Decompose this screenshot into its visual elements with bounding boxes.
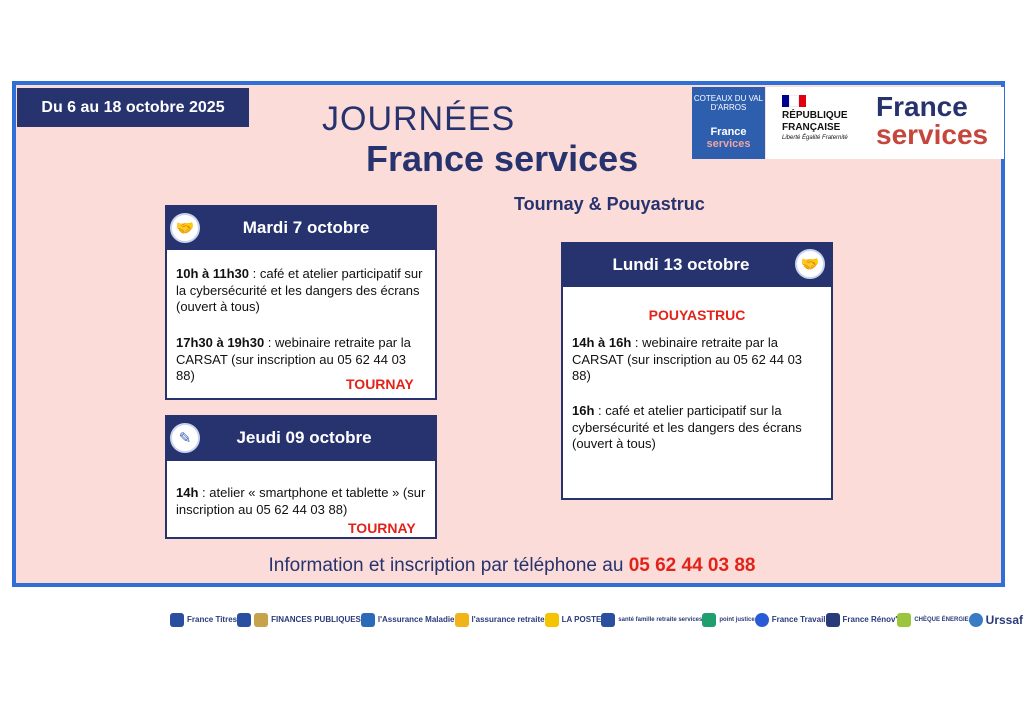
partner-name: LA POSTE (561, 614, 602, 624)
item-time: 10h à 11h30 (176, 266, 249, 281)
french-flag-icon (782, 95, 806, 107)
locations-subtitle: Tournay & Pouyastruc (514, 194, 705, 214)
cheque-energie-icon (897, 613, 911, 627)
partner-name: l'Assurance Maladie (377, 614, 455, 624)
msa-icon (601, 613, 615, 627)
coteaux-logo-text: COTEAUX DU VAL D'ARROS (693, 94, 764, 112)
card-day-label: Lundi 13 octobre (612, 254, 750, 274)
partner-logo (545, 613, 602, 627)
footer-phone-number: 05 62 44 03 88 (628, 555, 756, 576)
card-day-label: Mardi 7 octobre (242, 217, 370, 237)
point-justice-icon (702, 613, 716, 627)
item-time: 17h30 à 19h30 (176, 335, 265, 350)
republique-francaise-logo (766, 87, 864, 159)
card-lundi-place: POUYASTRUC (648, 307, 746, 323)
rf-name-2: FRANÇAISE (782, 121, 841, 133)
partner-logo (897, 613, 968, 627)
partner-name: France Travail (771, 614, 826, 624)
card-header-lundi (561, 242, 833, 287)
footer-information (0, 555, 1024, 577)
item-text: : webinaire retraite par la CARSAT (sur inscription au 05 62 44 03 88) (572, 335, 803, 383)
partner-name: FINANCES PUBLIQUES (271, 614, 361, 624)
finances-publiques-icon (254, 613, 268, 627)
partner-name: Urssaf (985, 612, 1024, 627)
la-poste-icon (545, 613, 559, 627)
card-header-jeudi (165, 415, 437, 461)
partner-logo (755, 613, 826, 627)
card-lundi-item-1 (572, 335, 817, 385)
fs-logo-line1: France (876, 91, 968, 122)
partner-name: CHÈQUE ÉNERGIE (914, 616, 969, 623)
partner-logo (361, 613, 455, 627)
france-services-logo (864, 87, 1004, 159)
coteaux-logo-fs2: services (706, 137, 751, 150)
partner-logo (237, 613, 254, 627)
partner-name: France Rénov' (842, 614, 898, 624)
urssaf-icon (969, 613, 983, 627)
partner-logo (826, 613, 898, 627)
card-jeudi-item-1 (176, 485, 431, 518)
handshake-icon: 🤝 (795, 249, 825, 279)
handshake-icon: 🤝 (170, 213, 200, 243)
partner-logo (455, 613, 545, 627)
partner-logos-row (170, 605, 1024, 635)
partner-logo (254, 613, 361, 627)
partner-name: santé famille retraite services (618, 616, 703, 623)
partner-name: France Titres (187, 614, 238, 624)
assurance-maladie-icon (361, 613, 375, 627)
item-time: 16h (572, 403, 595, 418)
smartphone-icon: ✎ (170, 423, 200, 453)
marianne-icon (237, 613, 251, 627)
rf-motto: Liberté Égalité Fraternité (782, 135, 848, 141)
card-day-label: Jeudi 09 octobre (236, 428, 372, 447)
france-renov-icon (826, 613, 840, 627)
item-time: 14h (176, 485, 199, 500)
card-lundi-item-2 (572, 403, 827, 453)
card-jeudi-place: TOURNAY (348, 520, 416, 536)
item-text: : café et atelier participatif sur la cybersécurité et les dangers des écrans (ouvert à tous) (572, 403, 802, 451)
france-travail-icon (755, 613, 769, 627)
card-header-mardi (165, 205, 437, 250)
partner-name: l'assurance retraite (471, 614, 545, 624)
partner-name: point justice (719, 616, 755, 623)
rf-name-1: RÉPUBLIQUE (782, 110, 848, 121)
assurance-retraite-icon (455, 613, 469, 627)
card-mardi-item-1 (176, 266, 431, 316)
partner-logo (170, 613, 237, 627)
partner-logo (601, 613, 702, 627)
partner-logo (702, 613, 754, 627)
title-france-services: France services (366, 138, 639, 179)
coteaux-logo-fs1: France (710, 125, 747, 138)
coteaux-val-darros-logo (692, 87, 765, 159)
fs-logo-line2: services (876, 119, 989, 150)
item-text: : café et atelier participatif sur la cybersécurité et les dangers des écrans (ouvert à tous) (176, 266, 423, 314)
date-range-banner: Du 6 au 18 octobre 2025 (17, 88, 249, 127)
title-journees: JOURNÉES (322, 100, 516, 138)
partner-logo (969, 613, 1023, 627)
card-mardi-place: TOURNAY (346, 376, 414, 392)
item-text: : webinaire retraite par la CARSAT (sur inscription au 05 62 44 03 88) (176, 335, 411, 383)
item-time: 14h à 16h (572, 335, 632, 350)
france-titres-icon (170, 613, 184, 627)
footer-info-text: Information et inscription par téléphone au (268, 555, 629, 576)
item-text: : atelier « smartphone et tablette » (sur inscription au 05 62 44 03 88) (176, 485, 426, 517)
